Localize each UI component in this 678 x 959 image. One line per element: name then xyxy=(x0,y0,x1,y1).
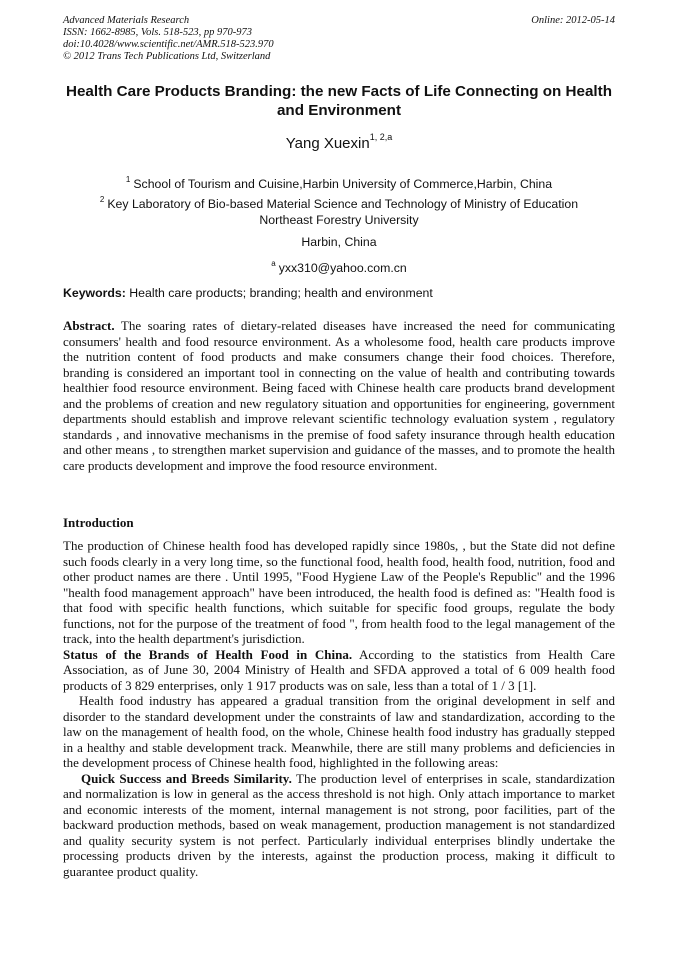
affiliation-1-mark: 1 xyxy=(125,175,131,184)
author-email xyxy=(63,256,615,276)
affiliation-1-text: School of Tourism and Cuisine,Harbin University of Commerce,Harbin, China xyxy=(133,177,553,191)
affiliation-2-text: Key Laboratory of Bio-based Material Science and Technology of Ministry of Education xyxy=(107,197,579,211)
quick-success-subheading: Quick Success and Breeds Similarity. xyxy=(81,770,292,786)
abstract-label: Abstract. xyxy=(63,318,115,333)
online-date: Online: 2012-05-14 xyxy=(531,15,615,26)
author-line xyxy=(63,132,615,152)
journal-header xyxy=(63,15,615,63)
intro-paragraph-3: Health food industry has appeared a gradual transition from the original development in self and disorder to the standard development under the constraints of law and standardization, according to the law on the management of health food, on the whole, Chinese health food industry has gradually stepped in a healthy and stable development track. Meanwhile, there are still many problems and deficiencies in the development process of Chinese health food, highlighted in the following areas: xyxy=(63,693,615,770)
copyright-line: © 2012 Trans Tech Publications Ltd, Switzerland xyxy=(63,51,271,62)
author-affiliation-marks: 1, 2,a xyxy=(369,132,393,142)
email-address: yxx310@yahoo.com.cn xyxy=(278,261,407,275)
status-subheading: Status of the Brands of Health Food in China. xyxy=(63,646,353,662)
paper-title: Health Care Products Branding: the new Facts of Life Connecting on Health and Environment xyxy=(66,83,612,119)
intro-paragraph-1: The production of Chinese health food has developed rapidly since 1980s, , but the State did not define such foods clearly in a very long time, so the functional food, health food, health food, nutrition, food and other product names are there . Until 1995, "Food Hygiene Law of the People's Republic" and the 1996 "health food management approach" have been introduced, the health food is defined as: "Health food is that food with specific health functions, which suitable for specific food groups, regulate the body functions, not for the purpose of the treatment of food ", from health food to the legal management of the track, into the health department's jurisdiction. xyxy=(63,538,615,646)
keywords xyxy=(63,286,615,300)
keywords-label: Keywords: xyxy=(63,286,126,300)
abstract-text: The soaring rates of dietary-related diseases have increased the need for communicating consumers' health and food resource environment. As a wholesome food, health care products improve the nutrition content of food products and make consumers change their food choices. Therefore, branding is considered an important tool in connecting on the value of health and contributing towards healthier food resource environment. Being faced with Chinese health care products brand development and the problems of creation and new regulatory situation and opportunities for engineering, government departments should establish and improve relevant scientific technology evaluation system , regulatory standards , and innovative mechanisms in the premise of food safety insurance through health education and other means , to strengthen market supervision and guidance of the masses, and to promote the health care products development and improve the food resource environment. xyxy=(63,318,615,473)
intro-paragraph-4 xyxy=(63,771,615,880)
introduction-body xyxy=(63,538,615,879)
affiliation-2-university: Northeast Forestry University xyxy=(259,213,419,227)
issn-line: ISSN: 1662-8985, Vols. 518-523, pp 970-973 xyxy=(63,27,252,38)
journal-name: Advanced Materials Research xyxy=(63,15,190,26)
status-text: According to the statistics from Health Care Association, as of June 30, 2004 Ministry of Health and SFDA approved a total of 6 009 health food products of 3 829 enterprises, only 1 917 products was on sale, less than a total of 1 / 3 [1]. xyxy=(63,646,615,693)
affiliation-1 xyxy=(63,172,615,192)
doi-line: doi:10.4028/www.scientific.net/AMR.518-523.970 xyxy=(63,39,274,50)
affiliation-2-city: Harbin, China xyxy=(301,235,377,249)
keywords-text: Health care products; branding; health and environment xyxy=(125,286,433,300)
abstract xyxy=(63,318,615,473)
author-name: Yang Xuexin xyxy=(285,135,370,152)
email-mark: a xyxy=(271,259,276,268)
affiliation-2-mark: 2 xyxy=(99,195,105,204)
introduction-heading: Introduction xyxy=(63,515,134,530)
intro-paragraph-2 xyxy=(63,647,615,694)
affiliation-2 xyxy=(63,192,615,212)
quick-success-text: The production level of enterprises in scale, standardization and normalization is low in general as the access threshold is not high. Only attach importance to market and economic interests of the moment, internal management is not strong, poor facilities, part of the backward production methods, based on weak management, production management is not standardized and quality security system is not perfect. Particularly individual enterprises blindly undertake the processing products driven by the interests, against the production process, making it difficult to guarantee product quality. xyxy=(63,770,615,879)
